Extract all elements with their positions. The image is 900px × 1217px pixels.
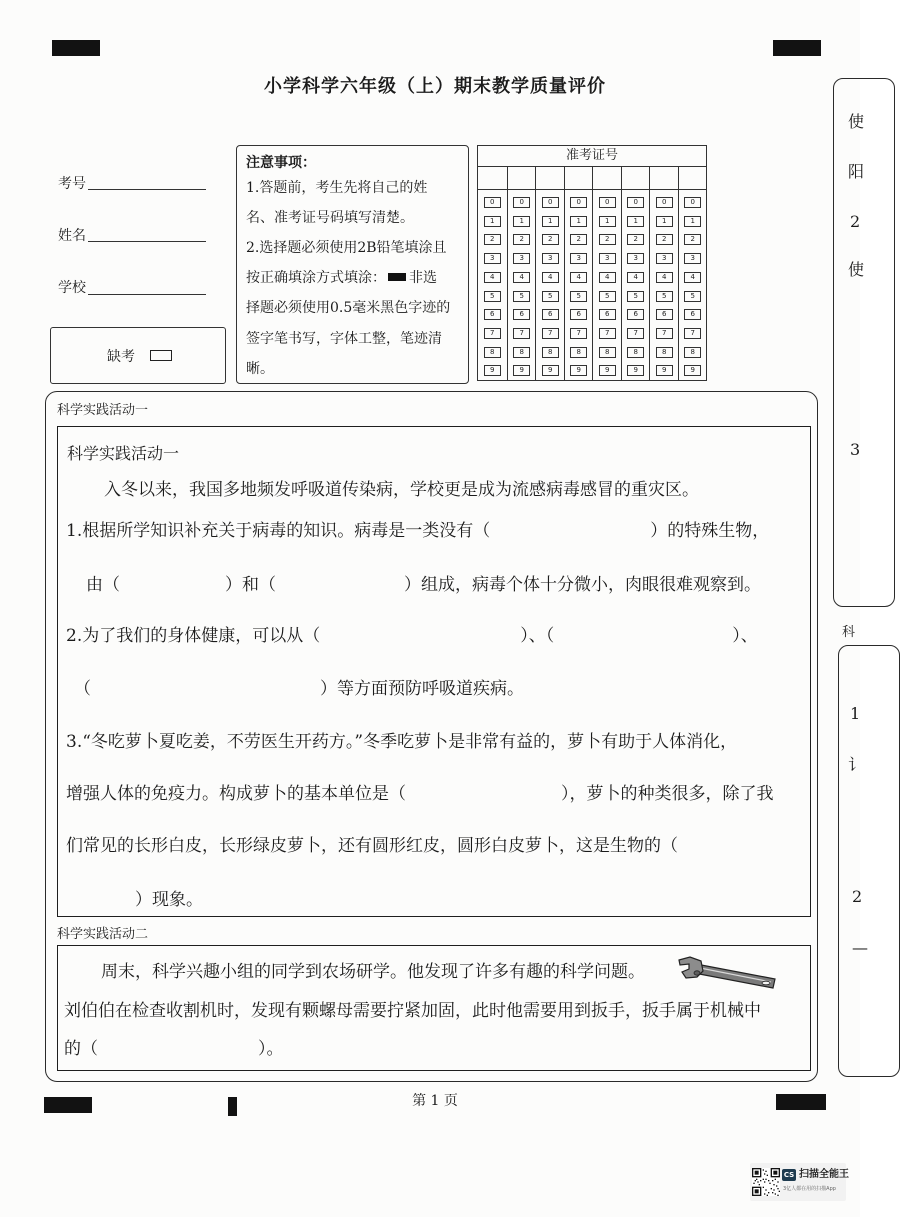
activity-one-tab-label: 科学实践活动一 <box>57 403 149 418</box>
exam-id-digit-bubble: 2 <box>513 234 530 245</box>
question-text: ），萝卜的种类很多，除了我 <box>561 784 774 804</box>
question-text: ）、 <box>732 626 758 646</box>
exam-id-digit-bubble: 1 <box>513 216 530 227</box>
exam-id-digit-bubble: 4 <box>484 272 501 283</box>
absent-checkbox <box>150 350 172 361</box>
exam-id-digit-bubble: 5 <box>484 291 501 302</box>
exam-id-digit-bubble: 8 <box>513 347 530 358</box>
exam-id-digit-bubble: 5 <box>656 291 673 302</box>
next-page-fragment: — <box>852 938 868 957</box>
exam-id-digit-bubble: 9 <box>542 365 559 376</box>
exam-id-digit-bubble: 2 <box>484 234 501 245</box>
exam-id-digit-bubble: 1 <box>599 216 616 227</box>
notice-line-part: 按正确填涂方式填涂： <box>246 270 386 286</box>
next-page-fragment: 1 <box>850 704 861 723</box>
question-text: 增强人体的免疫力。构成萝卜的基本单位是（ <box>66 784 406 804</box>
question-text: 由（ <box>86 575 120 595</box>
absent-label: 缺考 <box>107 349 135 365</box>
exam-id-digit-bubble: 7 <box>627 328 644 339</box>
wrench-icon <box>676 955 780 993</box>
exam-id-heading: 准考证号 <box>478 146 706 167</box>
next-page-fragment: 2 <box>850 212 861 231</box>
question-text: ）组成，病毒个体十分微小，肉眼很难观察到。 <box>404 575 761 595</box>
exam-id-digit-bubble: 9 <box>484 365 501 376</box>
exam-id-grid <box>477 145 707 381</box>
page-title: 小学科学六年级（上）期末教学质量评价 <box>264 76 606 97</box>
exam-id-digit-bubble: 0 <box>627 197 644 208</box>
exam-id-digit-bubble: 5 <box>570 291 587 302</box>
next-page-fragment: 使 <box>848 260 865 279</box>
answer-blank <box>98 1053 258 1054</box>
exam-id-digit-bubble: 4 <box>513 272 530 283</box>
exam-id-digit-bubble: 6 <box>627 309 644 320</box>
exam-id-digit-bubble: 8 <box>484 347 501 358</box>
exam-id-digit-bubble: 8 <box>599 347 616 358</box>
exam-id-digit-bubble: 6 <box>599 309 616 320</box>
question-1-line-2 <box>86 574 761 596</box>
question-3-line-4: ）现象。 <box>135 890 203 910</box>
exam-id-digit-bubble: 4 <box>684 272 701 283</box>
exam-id-digit-bubble: 0 <box>684 197 701 208</box>
exam-id-digit-bubble: 1 <box>570 216 587 227</box>
exam-id-digit-bubble: 7 <box>684 328 701 339</box>
notice-line-part: 非选 <box>409 270 437 286</box>
exam-id-digit-bubble: 8 <box>570 347 587 358</box>
next-page-tab-label: 科 <box>842 625 856 640</box>
activity-one-heading: 科学实践活动一 <box>67 444 180 463</box>
question-text: ）。 <box>258 1039 284 1059</box>
exam-id-digit-bubble: 9 <box>684 365 701 376</box>
exam-id-digit-bubble: 8 <box>627 347 644 358</box>
next-page-fragment: 阳 <box>848 162 865 181</box>
registration-mark-bottom-small <box>228 1097 237 1116</box>
exam-id-digit-bubble: 7 <box>513 328 530 339</box>
exam-id-digit-bubble: 4 <box>542 272 559 283</box>
exam-id-write-cell <box>536 167 565 190</box>
question-text: ）的特殊生物， <box>650 521 770 541</box>
exam-id-column <box>621 167 651 380</box>
exam-id-column <box>535 167 565 380</box>
question-text: 的（ <box>64 1039 98 1059</box>
exam-id-write-cell <box>508 167 537 190</box>
question-2-line-2 <box>74 678 524 700</box>
exam-id-digit-bubble: 4 <box>570 272 587 283</box>
next-page-fragment: 2 <box>852 887 863 906</box>
exam-id-write-cell <box>622 167 651 190</box>
exam-id-digit-bubble: 9 <box>513 365 530 376</box>
exam-id-digit-bubble: 7 <box>542 328 559 339</box>
exam-id-digit-bubble: 3 <box>599 253 616 264</box>
notice-line-with-sample <box>246 269 437 287</box>
notice-line: 晰。 <box>246 361 274 377</box>
scanner-badge: CS <box>783 1171 795 1179</box>
notice-line: 1.答题前，考生先将自己的姓 <box>246 180 428 196</box>
exam-id-digit-bubble: 2 <box>599 234 616 245</box>
question-text: ）等方面预防呼吸道疾病。 <box>320 679 524 699</box>
exam-id-digit-bubble: 3 <box>484 253 501 264</box>
exam-id-digit-bubble: 3 <box>684 253 701 264</box>
exam-id-digit-bubble: 6 <box>484 309 501 320</box>
absent-box <box>50 327 226 384</box>
exam-id-digit-bubble: 0 <box>542 197 559 208</box>
notice-line: 名、准考证号码填写清楚。 <box>246 210 414 226</box>
exam-id-digit-bubble: 5 <box>542 291 559 302</box>
exam-id-column <box>678 167 708 380</box>
answer-blank <box>276 589 404 590</box>
exam-id-digit-bubble: 2 <box>542 234 559 245</box>
exam-id-write-cell <box>650 167 679 190</box>
next-page-fragment: 3 <box>850 440 861 459</box>
answer-blank <box>490 535 650 536</box>
exam-id-digit-bubble: 3 <box>513 253 530 264</box>
exam-id-digit-bubble: 7 <box>656 328 673 339</box>
exam-id-digit-bubble: 0 <box>656 197 673 208</box>
exam-id-digit-bubble: 1 <box>542 216 559 227</box>
exam-id-digit-bubble: 8 <box>542 347 559 358</box>
exam-id-digit-bubble: 8 <box>684 347 701 358</box>
next-page-fragment: 使 <box>848 112 865 131</box>
answer-blank <box>554 640 732 641</box>
answer-blank <box>320 640 520 641</box>
exam-no-label: 考号 <box>58 176 86 192</box>
exam-id-digit-bubble: 3 <box>627 253 644 264</box>
exam-id-column <box>478 167 507 380</box>
exam-id-digit-bubble: 5 <box>513 291 530 302</box>
registration-mark-top-right <box>773 40 821 56</box>
notice-box <box>236 145 469 384</box>
exam-id-digit-bubble: 1 <box>684 216 701 227</box>
question-3-line-1: 3.“冬吃萝卜夏吃姜，不劳医生开药方。”冬季吃萝卜是非常有益的，萝卜有助于人体消化， <box>66 732 738 752</box>
question-text: 1.根据所学知识补充关于病毒的知识。病毒是一类没有（ <box>66 521 491 541</box>
exam-id-column <box>564 167 594 380</box>
exam-id-digit-bubble: 9 <box>627 365 644 376</box>
exam-id-digit-bubble: 9 <box>570 365 587 376</box>
school-line <box>88 294 206 295</box>
exam-id-digit-bubble: 2 <box>570 234 587 245</box>
activity-two-question-line-1: 刘伯伯在检查收割机时，发现有颗螺母需要拧紧加固，此时他需要用到扳手，扳手属于机械中 <box>64 1001 761 1021</box>
name-line <box>88 241 206 242</box>
exam-id-digit-bubble: 2 <box>627 234 644 245</box>
exam-id-digit-bubble: 6 <box>570 309 587 320</box>
exam-id-digit-bubble: 5 <box>684 291 701 302</box>
exam-id-digit-bubble: 2 <box>656 234 673 245</box>
exam-id-digit-bubble: 6 <box>513 309 530 320</box>
school-label: 学校 <box>58 280 86 296</box>
exam-id-digit-bubble: 5 <box>627 291 644 302</box>
exam-id-digit-bubble: 3 <box>570 253 587 264</box>
notice-line: 择题必须使用0.5毫米黑色字迹的 <box>246 300 451 316</box>
name-label: 姓名 <box>58 228 86 244</box>
notice-line: 签字笔书写，字体工整，笔迹清 <box>246 331 442 347</box>
exam-id-digit-bubble: 0 <box>484 197 501 208</box>
exam-id-write-cell <box>679 167 708 190</box>
exam-id-digit-bubble: 3 <box>542 253 559 264</box>
question-text: 2.为了我们的身体健康，可以从（ <box>66 626 321 646</box>
question-1-line-1 <box>66 520 769 542</box>
exam-id-digit-bubble: 2 <box>684 234 701 245</box>
exam-id-digit-bubble: 0 <box>513 197 530 208</box>
exam-no-line <box>88 189 206 190</box>
registration-mark-bottom-left <box>44 1097 92 1113</box>
exam-id-digit-bubble: 6 <box>684 309 701 320</box>
question-2-line-1 <box>66 625 758 647</box>
exam-id-digit-bubble: 4 <box>656 272 673 283</box>
answer-blank <box>406 798 561 799</box>
scanner-slogan: 3亿人都在用的扫描App <box>783 1186 836 1192</box>
exam-id-digit-bubble: 0 <box>570 197 587 208</box>
question-3-line-2 <box>66 783 774 805</box>
activity-one-intro: 入冬以来，我国多地频发呼吸道传染病，学校更是成为流感病毒感冒的重灾区。 <box>104 480 699 500</box>
question-text: （ <box>74 679 91 699</box>
exam-id-digit-bubble: 8 <box>656 347 673 358</box>
exam-id-write-cell <box>593 167 622 190</box>
exam-id-digit-bubble: 7 <box>570 328 587 339</box>
answer-blank <box>91 693 320 694</box>
exam-id-digit-bubble: 7 <box>484 328 501 339</box>
next-page-fragment: 讠 <box>848 755 865 774</box>
question-text: ）、（ <box>520 626 555 646</box>
question-text: ）和（ <box>225 575 276 595</box>
next-page-panel-a <box>833 78 895 607</box>
activity-two-tab-label: 科学实践活动二 <box>57 927 149 942</box>
qr-code-icon <box>752 1168 780 1196</box>
answer-blank <box>120 589 225 590</box>
exam-id-digit-bubble: 1 <box>656 216 673 227</box>
page-number: 第 1 页 <box>412 1093 458 1109</box>
exam-id-digit-bubble: 3 <box>656 253 673 264</box>
question-3-line-3: 们常见的长形白皮，长形绿皮萝卜，还有圆形红皮，圆形白皮萝卜，这是生物的（ <box>66 836 678 856</box>
exam-id-digit-bubble: 7 <box>599 328 616 339</box>
exam-id-digit-bubble: 6 <box>656 309 673 320</box>
registration-mark-top-left <box>52 40 100 56</box>
registration-mark-bottom-right <box>776 1094 826 1110</box>
exam-id-digit-bubble: 0 <box>599 197 616 208</box>
notice-heading: 注意事项： <box>246 155 316 171</box>
exam-id-digit-bubble: 4 <box>627 272 644 283</box>
activity-two-intro: 周末，科学兴趣小组的同学到农场研学。他发现了许多有趣的科学问题。 <box>101 962 645 982</box>
exam-id-digit-bubble: 5 <box>599 291 616 302</box>
scanner-brand: 扫描全能王 <box>799 1169 849 1180</box>
next-page-panel-b <box>838 645 900 1077</box>
activity-two-question-line-2 <box>64 1038 284 1060</box>
exam-id-write-cell <box>478 167 507 190</box>
exam-id-digit-bubble: 6 <box>542 309 559 320</box>
exam-id-digit-bubble: 9 <box>599 365 616 376</box>
exam-id-column <box>592 167 622 380</box>
exam-id-digit-bubble: 4 <box>599 272 616 283</box>
exam-id-write-cell <box>565 167 594 190</box>
filled-bubble-sample <box>388 273 406 281</box>
scanner-watermark <box>750 1163 849 1201</box>
exam-id-digit-bubble: 1 <box>484 216 501 227</box>
notice-line: 2.选择题必须使用2B铅笔填涂且 <box>246 240 447 256</box>
exam-id-digit-bubble: 9 <box>656 365 673 376</box>
exam-id-digit-bubble: 1 <box>627 216 644 227</box>
exam-id-column <box>507 167 537 380</box>
exam-id-column <box>649 167 679 380</box>
